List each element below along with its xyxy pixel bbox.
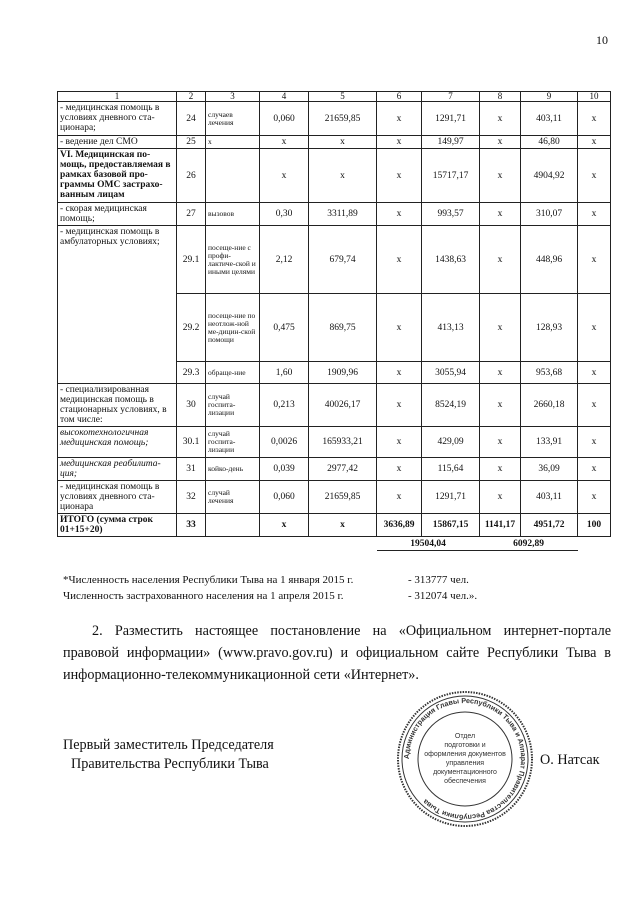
row-unit: случай лечения (206, 481, 260, 514)
cell: x (578, 294, 611, 362)
signatory-name: О. Натсак (540, 752, 600, 768)
row-unit: койко-день (206, 458, 260, 481)
cell: x (578, 458, 611, 481)
cell: x (377, 384, 422, 427)
cell: x (480, 427, 521, 458)
stamp-center-line: документационного (433, 769, 497, 776)
cell: 2660,18 (521, 384, 578, 427)
cell: x (377, 136, 422, 149)
signatory-title-line1: Первый заместитель Председателя (63, 737, 274, 753)
cell: 403,11 (521, 102, 578, 136)
cell: x (480, 102, 521, 136)
cell: 128,93 (521, 294, 578, 362)
cell: 3636,89 (377, 514, 422, 537)
header-row (58, 92, 611, 102)
cell: 869,75 (309, 294, 377, 362)
table-row (58, 203, 611, 226)
cell: 0,0026 (260, 427, 309, 458)
row-unit: вызовов (206, 203, 260, 226)
cell: x (377, 203, 422, 226)
row-description: - медицинская помощь в условиях дневного ста-ционара (58, 481, 177, 514)
row-description: ИТОГО (сумма строк 01+15+20) (58, 514, 177, 537)
table-row (58, 481, 611, 514)
cell: 4904,92 (521, 149, 578, 203)
cell: 2,12 (260, 226, 309, 294)
signatory-title-line2: Правительства Республики Тыва (71, 756, 269, 772)
cell: 1909,96 (309, 362, 377, 384)
footnote-insured-value: - 312074 чел.». (408, 590, 478, 602)
cell: 0,060 (260, 481, 309, 514)
cell: 0,060 (260, 102, 309, 136)
row-description: - скорая медицинская помощь; (58, 203, 177, 226)
col-header-9: 9 (521, 92, 578, 102)
cell: x (480, 149, 521, 203)
cell: 15867,15 (422, 514, 480, 537)
cell: x (578, 102, 611, 136)
cell: x (480, 203, 521, 226)
cell: x (377, 226, 422, 294)
row-description: высокотехнологичная медицинская помощь; (58, 427, 177, 458)
cell: x (260, 514, 309, 537)
cell: 8524,19 (422, 384, 480, 427)
col-header-3: 3 (206, 92, 260, 102)
resolution-paragraph: 2. Разместить настоящее постановление на «Официальном интернет-портале правовой информации» (www.pravo.gov.ru) и официальном сайте Республики Тыва в информационно-телекоммуникационной сети «Интернет». (63, 623, 611, 683)
table-row (58, 102, 611, 136)
row-number: 27 (177, 203, 206, 226)
sum-row (58, 537, 611, 551)
cell: 0,039 (260, 458, 309, 481)
stamp-ring-text: Администрация Главы Республики Тыва и Аппарат Правительства Республики Тыва (401, 695, 529, 823)
row-unit: случай госпита-лизации (206, 427, 260, 458)
cell: 993,57 (422, 203, 480, 226)
cell: x (480, 294, 521, 362)
col-header-10: 10 (578, 92, 611, 102)
cell: x (480, 481, 521, 514)
sum-left: 19504,04 (377, 537, 480, 551)
cell: 165933,21 (309, 427, 377, 458)
table-row (58, 149, 611, 203)
cell: 310,07 (521, 203, 578, 226)
cell: 1291,71 (422, 481, 480, 514)
cell: x (377, 481, 422, 514)
cell: 149,97 (422, 136, 480, 149)
cell: x (309, 149, 377, 203)
cell: x (480, 136, 521, 149)
row-unit: случай госпита-лизации (206, 384, 260, 427)
cell: 36,09 (521, 458, 578, 481)
row-description: - специализированная медицинская помощь в стационарных условиях, в том числе: (58, 384, 177, 427)
cell: 4951,72 (521, 514, 578, 537)
row-number: 29.3 (177, 362, 206, 384)
row-unit: x (206, 136, 260, 149)
stamp-center-line: обеспечения (444, 778, 486, 785)
cell: x (578, 136, 611, 149)
row-description: VI. Медицинская по-мощь, предоставляемая в рамках базовой про-граммы ОМС застрахо-ванным лицам (58, 149, 177, 203)
row-unit: посеще-ние с профи-лактиче-ской и иными целями (206, 226, 260, 294)
cell: 2977,42 (309, 458, 377, 481)
row-number: 32 (177, 481, 206, 514)
row-unit: случаев лечения (206, 102, 260, 136)
cell: 1141,17 (480, 514, 521, 537)
row-unit: посеще-ние по неотлож-ной ме-дицин-ской помощи (206, 294, 260, 362)
cell: 133,91 (521, 427, 578, 458)
cell: 679,74 (309, 226, 377, 294)
spacer (578, 537, 611, 551)
table-row (58, 226, 611, 294)
cell: 448,96 (521, 226, 578, 294)
table-row (58, 136, 611, 149)
col-header-4: 4 (260, 92, 309, 102)
cell: x (377, 149, 422, 203)
row-number: 29.2 (177, 294, 206, 362)
cell: 15717,17 (422, 149, 480, 203)
stamp-center-line: управления (445, 760, 485, 767)
col-header-6: 6 (377, 92, 422, 102)
cell: x (260, 149, 309, 203)
row-number: 30.1 (177, 427, 206, 458)
cell: x (377, 294, 422, 362)
cell: 3311,89 (309, 203, 377, 226)
cell: x (309, 136, 377, 149)
col-header-5: 5 (309, 92, 377, 102)
footnote-insured-label: Численность застрахованного населения на 1 апреля 2015 г. (63, 590, 344, 602)
row-description: - медицинская помощь в амбулаторных условиях; (58, 226, 177, 384)
row-number: 31 (177, 458, 206, 481)
row-unit (206, 514, 260, 537)
table-row (58, 458, 611, 481)
row-number: 30 (177, 384, 206, 427)
cell: 21659,85 (309, 102, 377, 136)
cell: 429,09 (422, 427, 480, 458)
col-header-8: 8 (480, 92, 521, 102)
cell: x (309, 514, 377, 537)
row-number: 33 (177, 514, 206, 537)
row-description: медицинская реабилита-ция; (58, 458, 177, 481)
cell: x (260, 136, 309, 149)
cell: x (377, 362, 422, 384)
cell: 40026,17 (309, 384, 377, 427)
cell: x (578, 384, 611, 427)
row-number: 29.1 (177, 226, 206, 294)
cell: 21659,85 (309, 481, 377, 514)
stamp-inner-ring (418, 712, 512, 806)
row-number: 25 (177, 136, 206, 149)
table-row (58, 427, 611, 458)
row-description: - медицинская помощь в условиях дневного ста-ционара; (58, 102, 177, 136)
tariff-table (57, 91, 611, 551)
spacer (58, 537, 377, 551)
cell: 403,11 (521, 481, 578, 514)
official-stamp-seal (394, 688, 536, 830)
stamp-center-line: оформления документов (424, 751, 506, 758)
cell: x (578, 362, 611, 384)
cell: x (578, 203, 611, 226)
footnote-population-label: *Численность населения Республики Тыва на 1 января 2015 г. (63, 574, 354, 586)
cell: x (377, 102, 422, 136)
stamp-center-line: подготовки и (444, 742, 486, 749)
cell: 0,475 (260, 294, 309, 362)
row-number: 26 (177, 149, 206, 203)
row-unit (206, 149, 260, 203)
cell: 1291,71 (422, 102, 480, 136)
col-header-2: 2 (177, 92, 206, 102)
row-description: - ведение дел СМО (58, 136, 177, 149)
page-number: 10 (596, 33, 608, 47)
cell: x (578, 481, 611, 514)
cell: x (578, 226, 611, 294)
col-header-1: 1 (58, 92, 177, 102)
col-header-7: 7 (422, 92, 480, 102)
stamp-center-line: Отдел (454, 733, 476, 740)
cell: x (377, 458, 422, 481)
cell: 953,68 (521, 362, 578, 384)
cell: x (480, 226, 521, 294)
table-row (58, 384, 611, 427)
cell: x (377, 427, 422, 458)
cell: 0,30 (260, 203, 309, 226)
cell: 115,64 (422, 458, 480, 481)
cell: 0,213 (260, 384, 309, 427)
cell: x (578, 427, 611, 458)
cell: x (480, 384, 521, 427)
cell: x (480, 458, 521, 481)
footnote-population-value: - 313777 чел. (408, 574, 469, 586)
cell: 46,80 (521, 136, 578, 149)
cell: 1,60 (260, 362, 309, 384)
cell: x (578, 149, 611, 203)
total-row (58, 514, 611, 537)
row-unit: обраще-ние (206, 362, 260, 384)
cell: 3055,94 (422, 362, 480, 384)
sum-right: 6092,89 (480, 537, 578, 551)
row-number: 24 (177, 102, 206, 136)
cell: x (480, 362, 521, 384)
cell: 100 (578, 514, 611, 537)
cell: 413,13 (422, 294, 480, 362)
cell: 1438,63 (422, 226, 480, 294)
